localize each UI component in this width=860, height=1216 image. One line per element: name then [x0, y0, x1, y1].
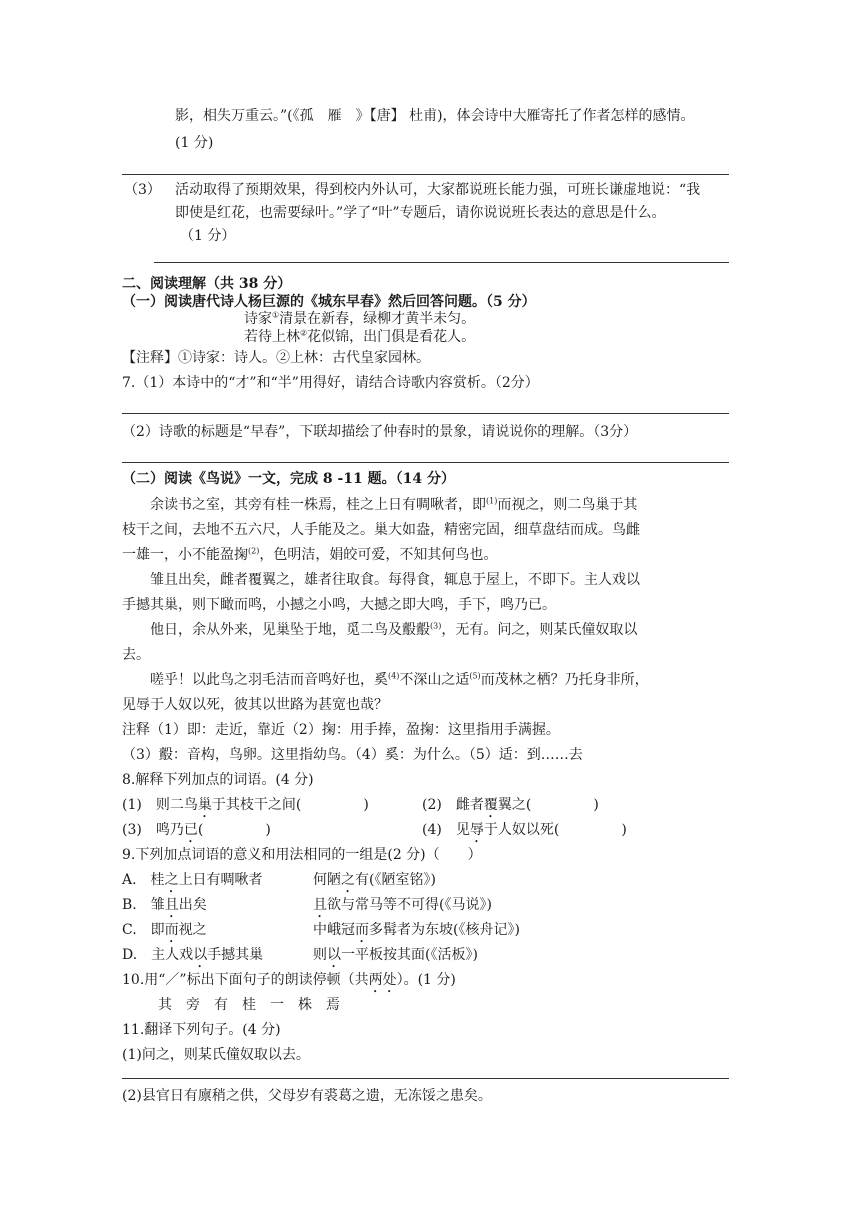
prose-p1-line-3: 一雄一，小不能盈掬$^{(2)}$，色明洁，娟皎可爱，不知其何鸟也。 [122, 546, 498, 563]
prose-section-title: （二）阅读《鸟说》一文，完成 8 -11 题。（14 分） [122, 471, 456, 487]
option-c-right: 中峨冠而多髯者为东坡(《核舟记》) [313, 922, 520, 938]
option-b-right: 且欲与常马等不可得(《马说》) [313, 897, 492, 913]
section-title: 二、阅读理解（共 38 分） [122, 276, 292, 292]
answer-line [122, 462, 729, 463]
prose-note-2: （3）鷇：音构，鸟卵。这里指幼鸟。（4）奚：为什么。（5）适：到……去 [122, 747, 583, 763]
question-10-sentence: 其 旁 有 桂 一 株 焉 [158, 997, 340, 1013]
option-d-left: D. 主人戏以手撼其巢 [122, 947, 264, 963]
q6-line-1: 影，相失万重云。”(《孤 雁 》【唐】 杜甫)，体会诗中大雁寄托了作者怎样的感情。 [175, 108, 695, 124]
question-9-title: 9.下列加点词语的意义和用法相同的一组是(2 分)（ ） [122, 847, 482, 863]
question-8-item-1: (1) 则二鸟巢于其枝干之间( ) [122, 797, 369, 813]
question-11-sentence-1: (1)问之，则某氏僮奴取以去。 [122, 1047, 310, 1063]
prose-p4-line-1: 嗟乎！以此鸟之羽毛洁而音鸣好也，奚$^{(4)}$不深山之适$^{(5)}$而茂林之栖？乃托身非所， [150, 671, 649, 688]
answer-line [122, 1078, 729, 1079]
q6-score: (1 分) [175, 135, 214, 151]
prose-p3-line-2: 去。 [122, 647, 150, 663]
prose-p3-line-1: 他日，余从外来，见巢坠于地，觅二鸟及鷇鷇$^{(3)}$，无有。问之，则某氏僮奴取以 [150, 621, 638, 638]
answer-line [154, 262, 729, 263]
prose-note-1: 注释（1）即：走近，靠近（2）掬：用手捧，盈掬：这里指用手满握。 [122, 722, 560, 738]
option-d-right: 则以一平板按其面(《活板》) [313, 947, 478, 963]
prose-p4-line-2: 见辱于人奴以死，彼其以世路为甚宽也哉？ [122, 697, 388, 713]
prose-p2-line-2: 手撼其巢，则下瞰而鸣，小撼之小鸣，大撼之即大鸣，手下，鸣乃已。 [122, 597, 556, 613]
question-7-1: 7.（1）本诗中的“才”和“半”用得好，请结合诗歌内容赏析。（2分） [122, 375, 539, 391]
prose-p1-line-2: 枝干之间，去地不五六尺，人手能及之。巢大如盎，精密完固，细草盘结而成。鸟雌 [122, 522, 640, 538]
prose-p1-line-1: 余读书之室，其旁有桂一株焉，桂之上日有啁啾者，即$^{(1)}$而视之，则二鸟巢于其 [150, 496, 638, 513]
option-c-left: C. 即而视之 [122, 922, 207, 938]
option-b-left: B. 雏且出矣 [122, 897, 207, 913]
question-8-item-2: (2) 雌者覆翼之( ) [422, 797, 599, 813]
q6-3-number: （3） [124, 182, 161, 198]
question-7-2: （2）诗歌的标题是“早春”，下联却描绘了仲春时的景象，请说说你的理解。（3分） [122, 424, 638, 440]
q6-3-score: （1 分） [180, 228, 236, 244]
answer-line [122, 174, 729, 175]
question-8-title: 8.解释下列加点的词语。(4 分) [122, 772, 314, 788]
poem-note: 【注释】①诗家：诗人。②上林：古代皇家园林。 [122, 350, 430, 366]
q6-3-line-2: 即使是红花，也需要绿叶。”学了“叶”专题后，请你说说班长表达的意思是什么。 [175, 205, 666, 221]
q6-3-line-1: 活动取得了预期效果，得到校内外认可，大家都说班长能力强，可班长谦虚地说：“我 [175, 182, 701, 198]
question-11-title: 11.翻译下列句子。(4 分) [122, 1022, 281, 1038]
poem-line-1: 诗家①清景在新春，绿柳才黄半未匀。 [244, 310, 476, 327]
question-10-title: 10.用“／”标出下面句子的朗读停顿（共两处）。(1 分) [122, 972, 456, 988]
poem-section-title: （一）阅读唐代诗人杨巨源的《城东早春》然后回答问题。（5 分） [122, 294, 536, 310]
option-a-left: A. 桂之上日有啁啾者 [122, 872, 263, 888]
question-8-item-3: (3) 鸣乃已( ) [122, 822, 271, 838]
prose-p2-line-1: 雏且出矣，雌者覆翼之，雄者往取食。每得食，辄息于屋上，不即下。主人戏以 [150, 572, 640, 588]
option-a-right: 何陋之有(《陋室铭》) [313, 872, 436, 888]
question-11-sentence-2: (2)县官日有廪稍之供，父母岁有裘葛之遗，无冻馁之患矣。 [122, 1088, 492, 1104]
answer-line [122, 413, 729, 414]
question-8-item-4: (4) 见辱于人奴以死( ) [422, 822, 627, 838]
poem-line-2: 若待上林②花似锦，出门俱是看花人。 [244, 328, 476, 345]
